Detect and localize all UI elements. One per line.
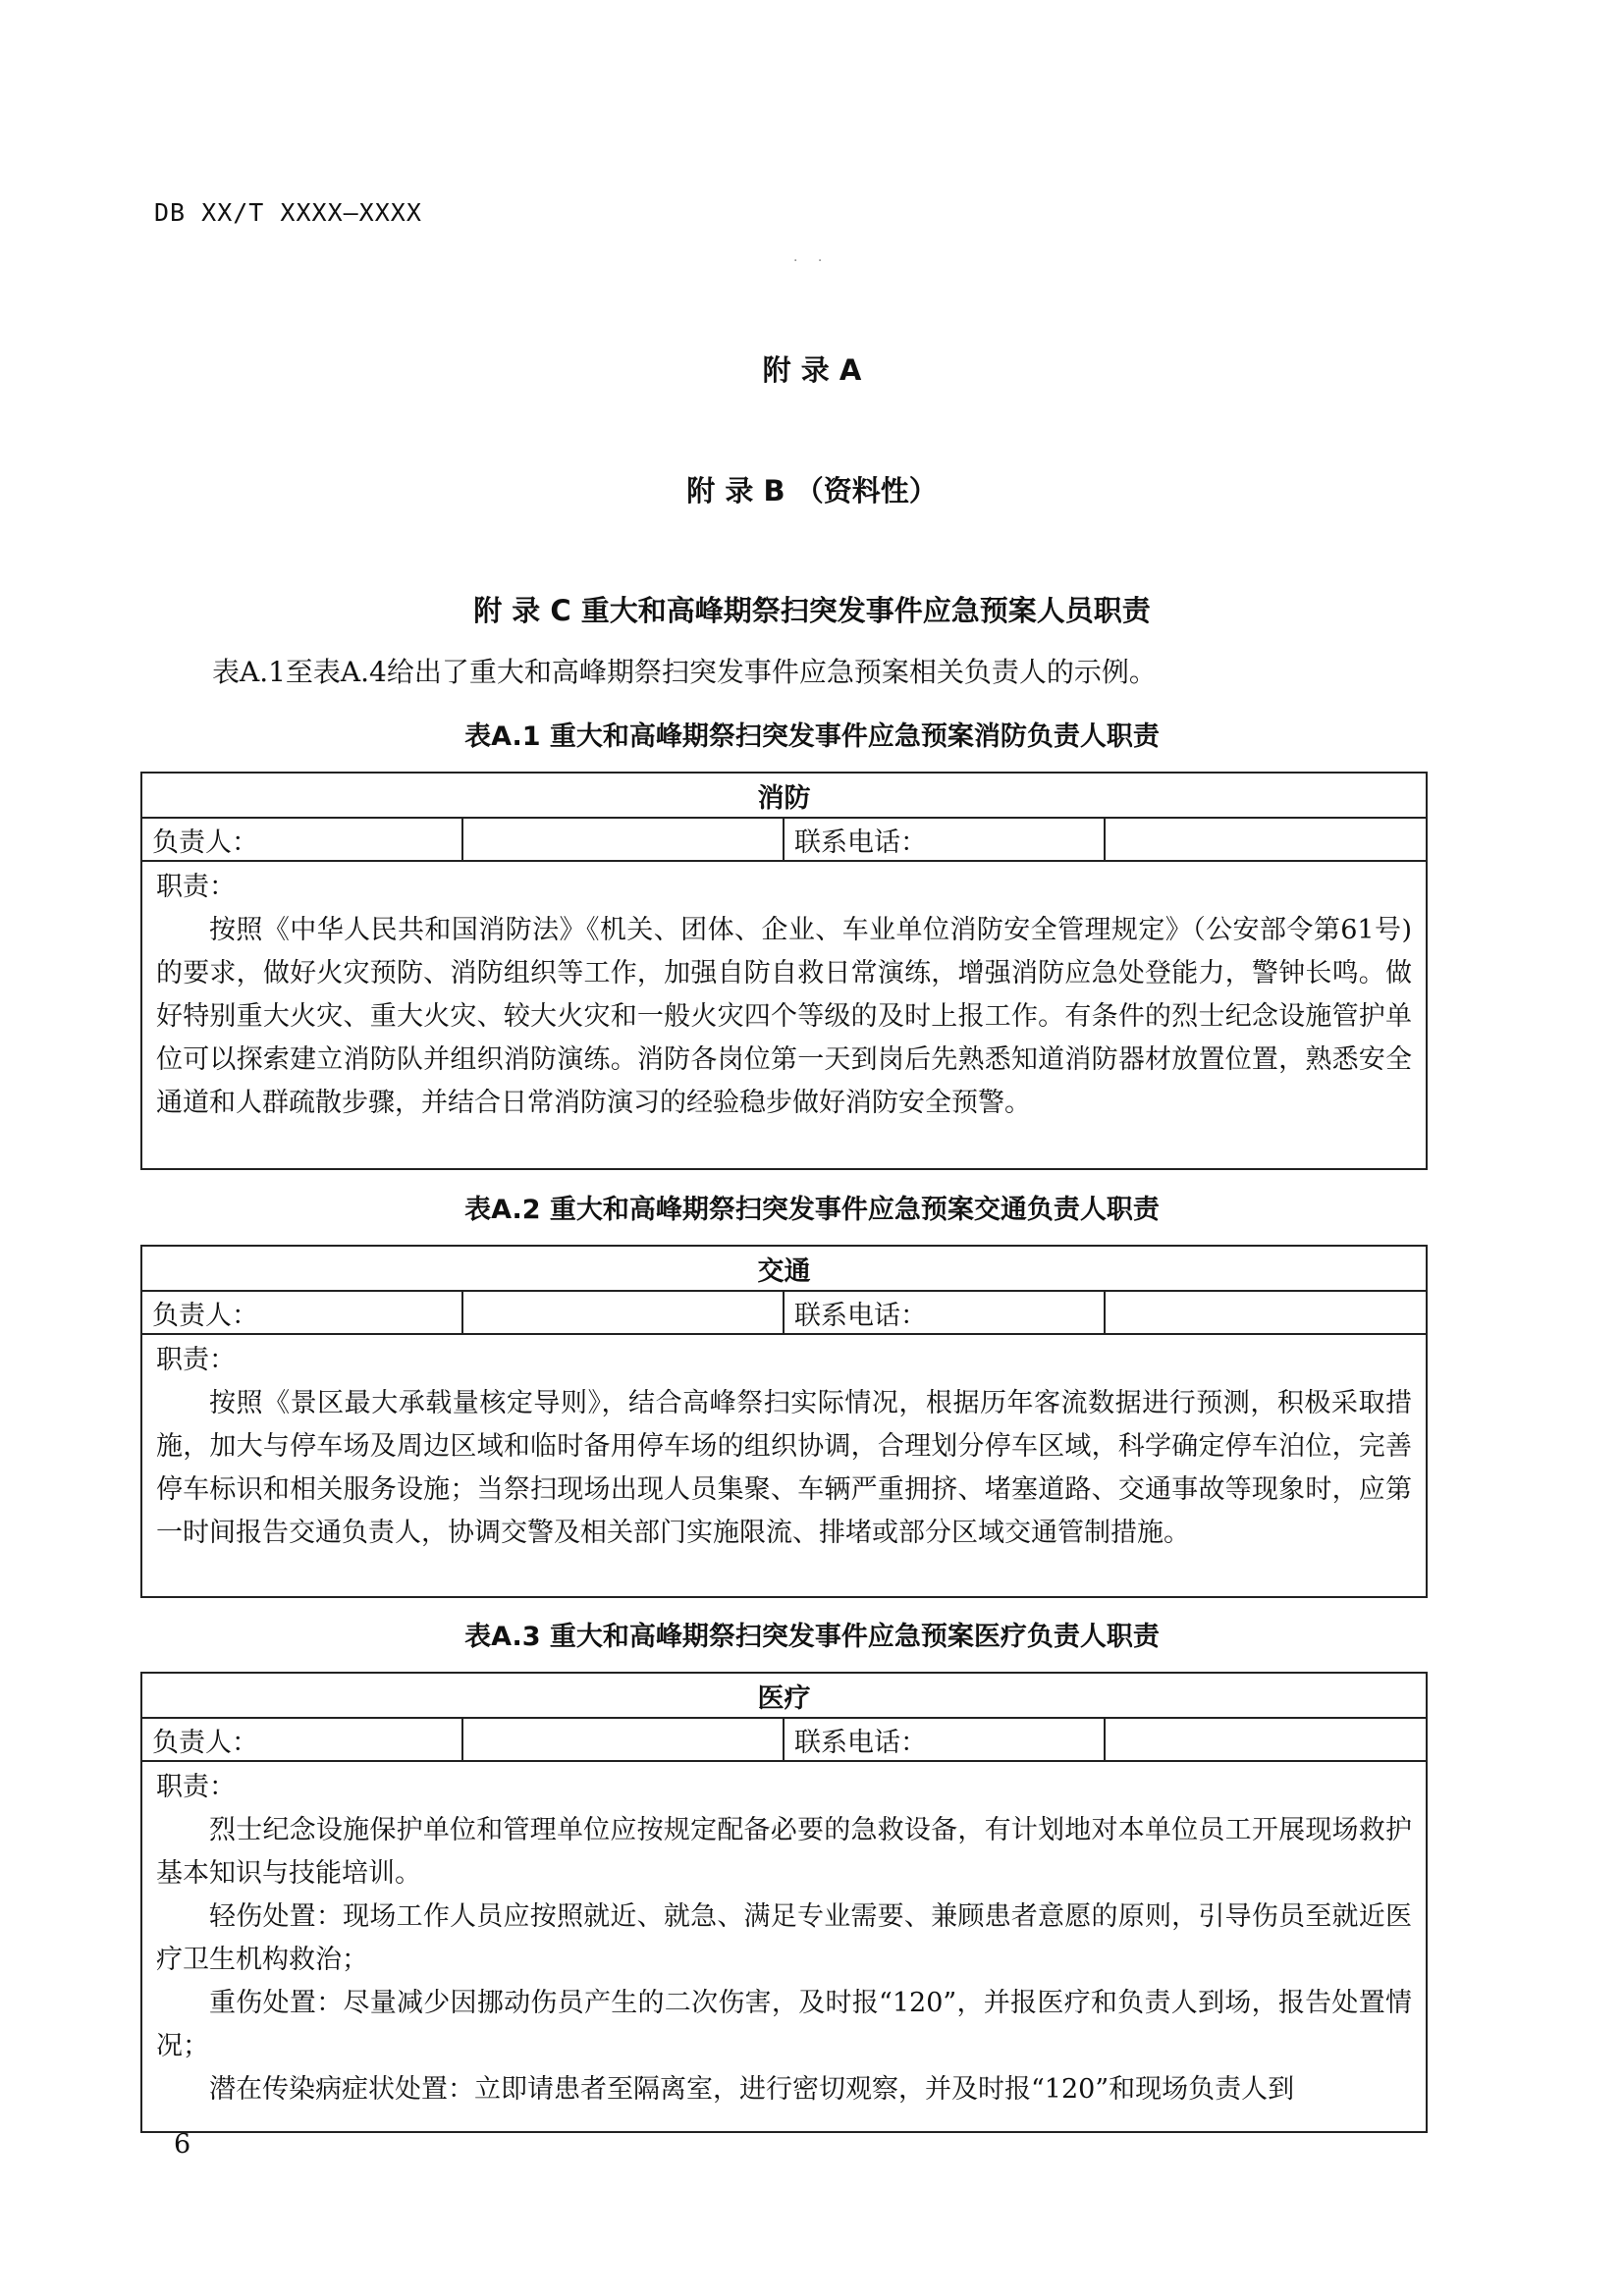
appendix-a-title: 附 录 A	[762, 353, 862, 387]
table-caption-a2: 表A.2 重大和高峰期祭扫突发事件应急预案交通负责人职责	[464, 1195, 1160, 1225]
duty-table-traffic	[140, 1245, 1428, 1598]
table-caption-a3: 表A.3 重大和高峰期祭扫突发事件应急预案医疗负责人职责	[464, 1622, 1160, 1652]
duty-label: 职责：	[156, 1772, 236, 1802]
person-label: 负责人：	[141, 1718, 462, 1761]
duty-label: 职责：	[156, 1345, 236, 1375]
page-number: 6	[174, 2129, 191, 2160]
phone-label: 联系电话：	[784, 1718, 1105, 1761]
phone-value	[1105, 818, 1427, 861]
duty-paragraph: 潜在传染病症状处置：立即请患者至隔离室，进行密切观察，并及时报“120”和现场负责人到	[209, 2074, 1295, 2105]
duty-paragraph: 轻伤处置：现场工作人员应按照就近、就急、满足专业需要、兼顾患者意愿的原则，引导伤员至就近医疗卫生机构救治；	[156, 1901, 1412, 1975]
person-label: 负责人：	[141, 1291, 462, 1334]
duty-cell	[141, 861, 1427, 1169]
duty-label: 职责：	[156, 872, 236, 902]
table-header-traffic: 交通	[141, 1246, 1427, 1291]
phone-value	[1105, 1291, 1427, 1334]
duty-paragraph: 按照《中华人民共和国消防法》《机关、团体、企业、车业单位消防安全管理规定》（公安部令第61号)的要求，做好火灾预防、消防组织等工作，加强自防自救日常演练，增强消防应急处登能力，警钟长鸣。做好特别重大火灾、重大火灾、较大火灾和一般火灾四个等级的及时上报工作。有条件的烈士纪念设施管护单位可以探索建立消防队并组织消防演练。消防各岗位第一天到岗后先熟悉知道消防器材放置位置，熟悉安全通道和人群疏散步骤，并结合日常消防演习的经验稳步做好消防安全预警。	[156, 915, 1412, 1118]
decorative-dots: · ·	[793, 253, 831, 269]
duty-cell	[141, 1761, 1427, 2132]
duty-paragraph: 重伤处置：尽量减少因挪动伤员产生的二次伤害，及时报“120”，并报医疗和负责人到场，报告处置情况；	[156, 1988, 1412, 2061]
person-value	[462, 818, 784, 861]
phone-label: 联系电话：	[784, 818, 1105, 861]
phone-value	[1105, 1718, 1427, 1761]
duty-paragraph: 烈士纪念设施保护单位和管理单位应按规定配备必要的急救设备，有计划地对本单位员工开展现场救护基本知识与技能培训。	[156, 1815, 1412, 1889]
duty-cell	[141, 1334, 1427, 1597]
table-caption-a1: 表A.1 重大和高峰期祭扫突发事件应急预案消防负责人职责	[464, 721, 1160, 752]
person-label: 负责人：	[141, 818, 462, 861]
table-header-medical: 医疗	[141, 1673, 1427, 1718]
person-value	[462, 1718, 784, 1761]
duty-paragraph: 按照《景区最大承载量核定导则》，结合高峰祭扫实际情况，根据历年客流数据进行预测，积极采取措施，加大与停车场及周边区域和临时备用停车场的组织协调，合理划分停车区域，科学确定停车泊位，完善停车标识和相关服务设施；当祭扫现场出现人员集聚、车辆严重拥挤、堵塞道路、交通事故等现象时，应第一时间报告交通负责人，协调交警及相关部门实施限流、排堵或部分区域交通管制措施。	[156, 1388, 1412, 1548]
appendix-c-title: 附 录 C 重大和高峰期祭扫突发事件应急预案人员职责	[473, 594, 1151, 627]
standard-code: DB XX/T XXXX—XXXX	[154, 198, 422, 227]
person-value	[462, 1291, 784, 1334]
duty-table-medical	[140, 1672, 1428, 2133]
appendix-b-title: 附 录 B （资料性）	[686, 474, 938, 507]
phone-label: 联系电话：	[784, 1291, 1105, 1334]
duty-table-fire	[140, 772, 1428, 1170]
table-header-fire: 消防	[141, 773, 1427, 818]
intro-text: 表A.1至表A.4给出了重大和高峰期祭扫突发事件应急预案相关负责人的示例。	[212, 656, 1157, 688]
